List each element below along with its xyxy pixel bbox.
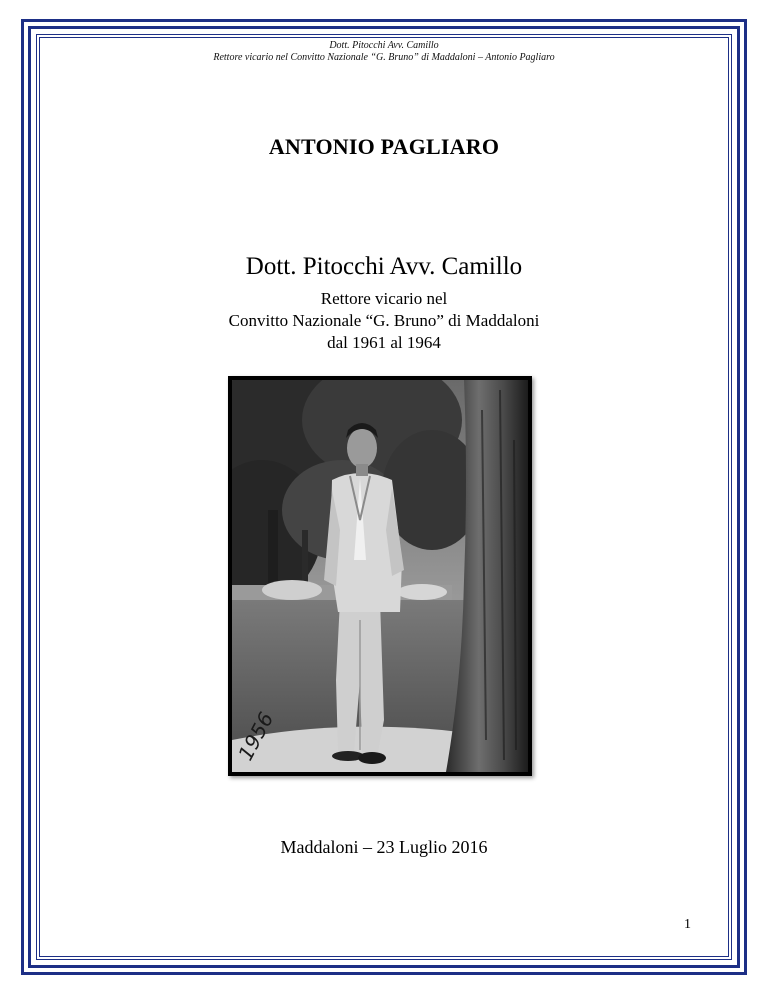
running-header-line2: Rettore vicario nel Convitto Nazionale “G. Bruno” di Maddaloni – Antonio Pagliaro xyxy=(213,52,555,63)
subtitle-line1: Rettore vicario nel xyxy=(320,289,448,308)
photo-handwritten-year: 1956 xyxy=(233,708,279,765)
place-and-date: Maddaloni – 23 Luglio 2016 xyxy=(280,837,488,857)
person-name: Dott. Pitocchi Avv. Camillo xyxy=(245,253,523,280)
subtitle-line3: dal 1961 al 1964 xyxy=(327,333,441,352)
subtitle-line2: Convitto Nazionale “G. Bruno” di Maddaloni xyxy=(228,311,540,330)
page-number: 1 xyxy=(684,917,691,932)
running-header-line1: Dott. Pitocchi Avv. Camillo xyxy=(329,40,439,51)
document-title: ANTONIO PAGLIARO xyxy=(268,134,500,159)
portrait-photo-image xyxy=(232,380,528,772)
portrait-photo xyxy=(228,376,532,776)
